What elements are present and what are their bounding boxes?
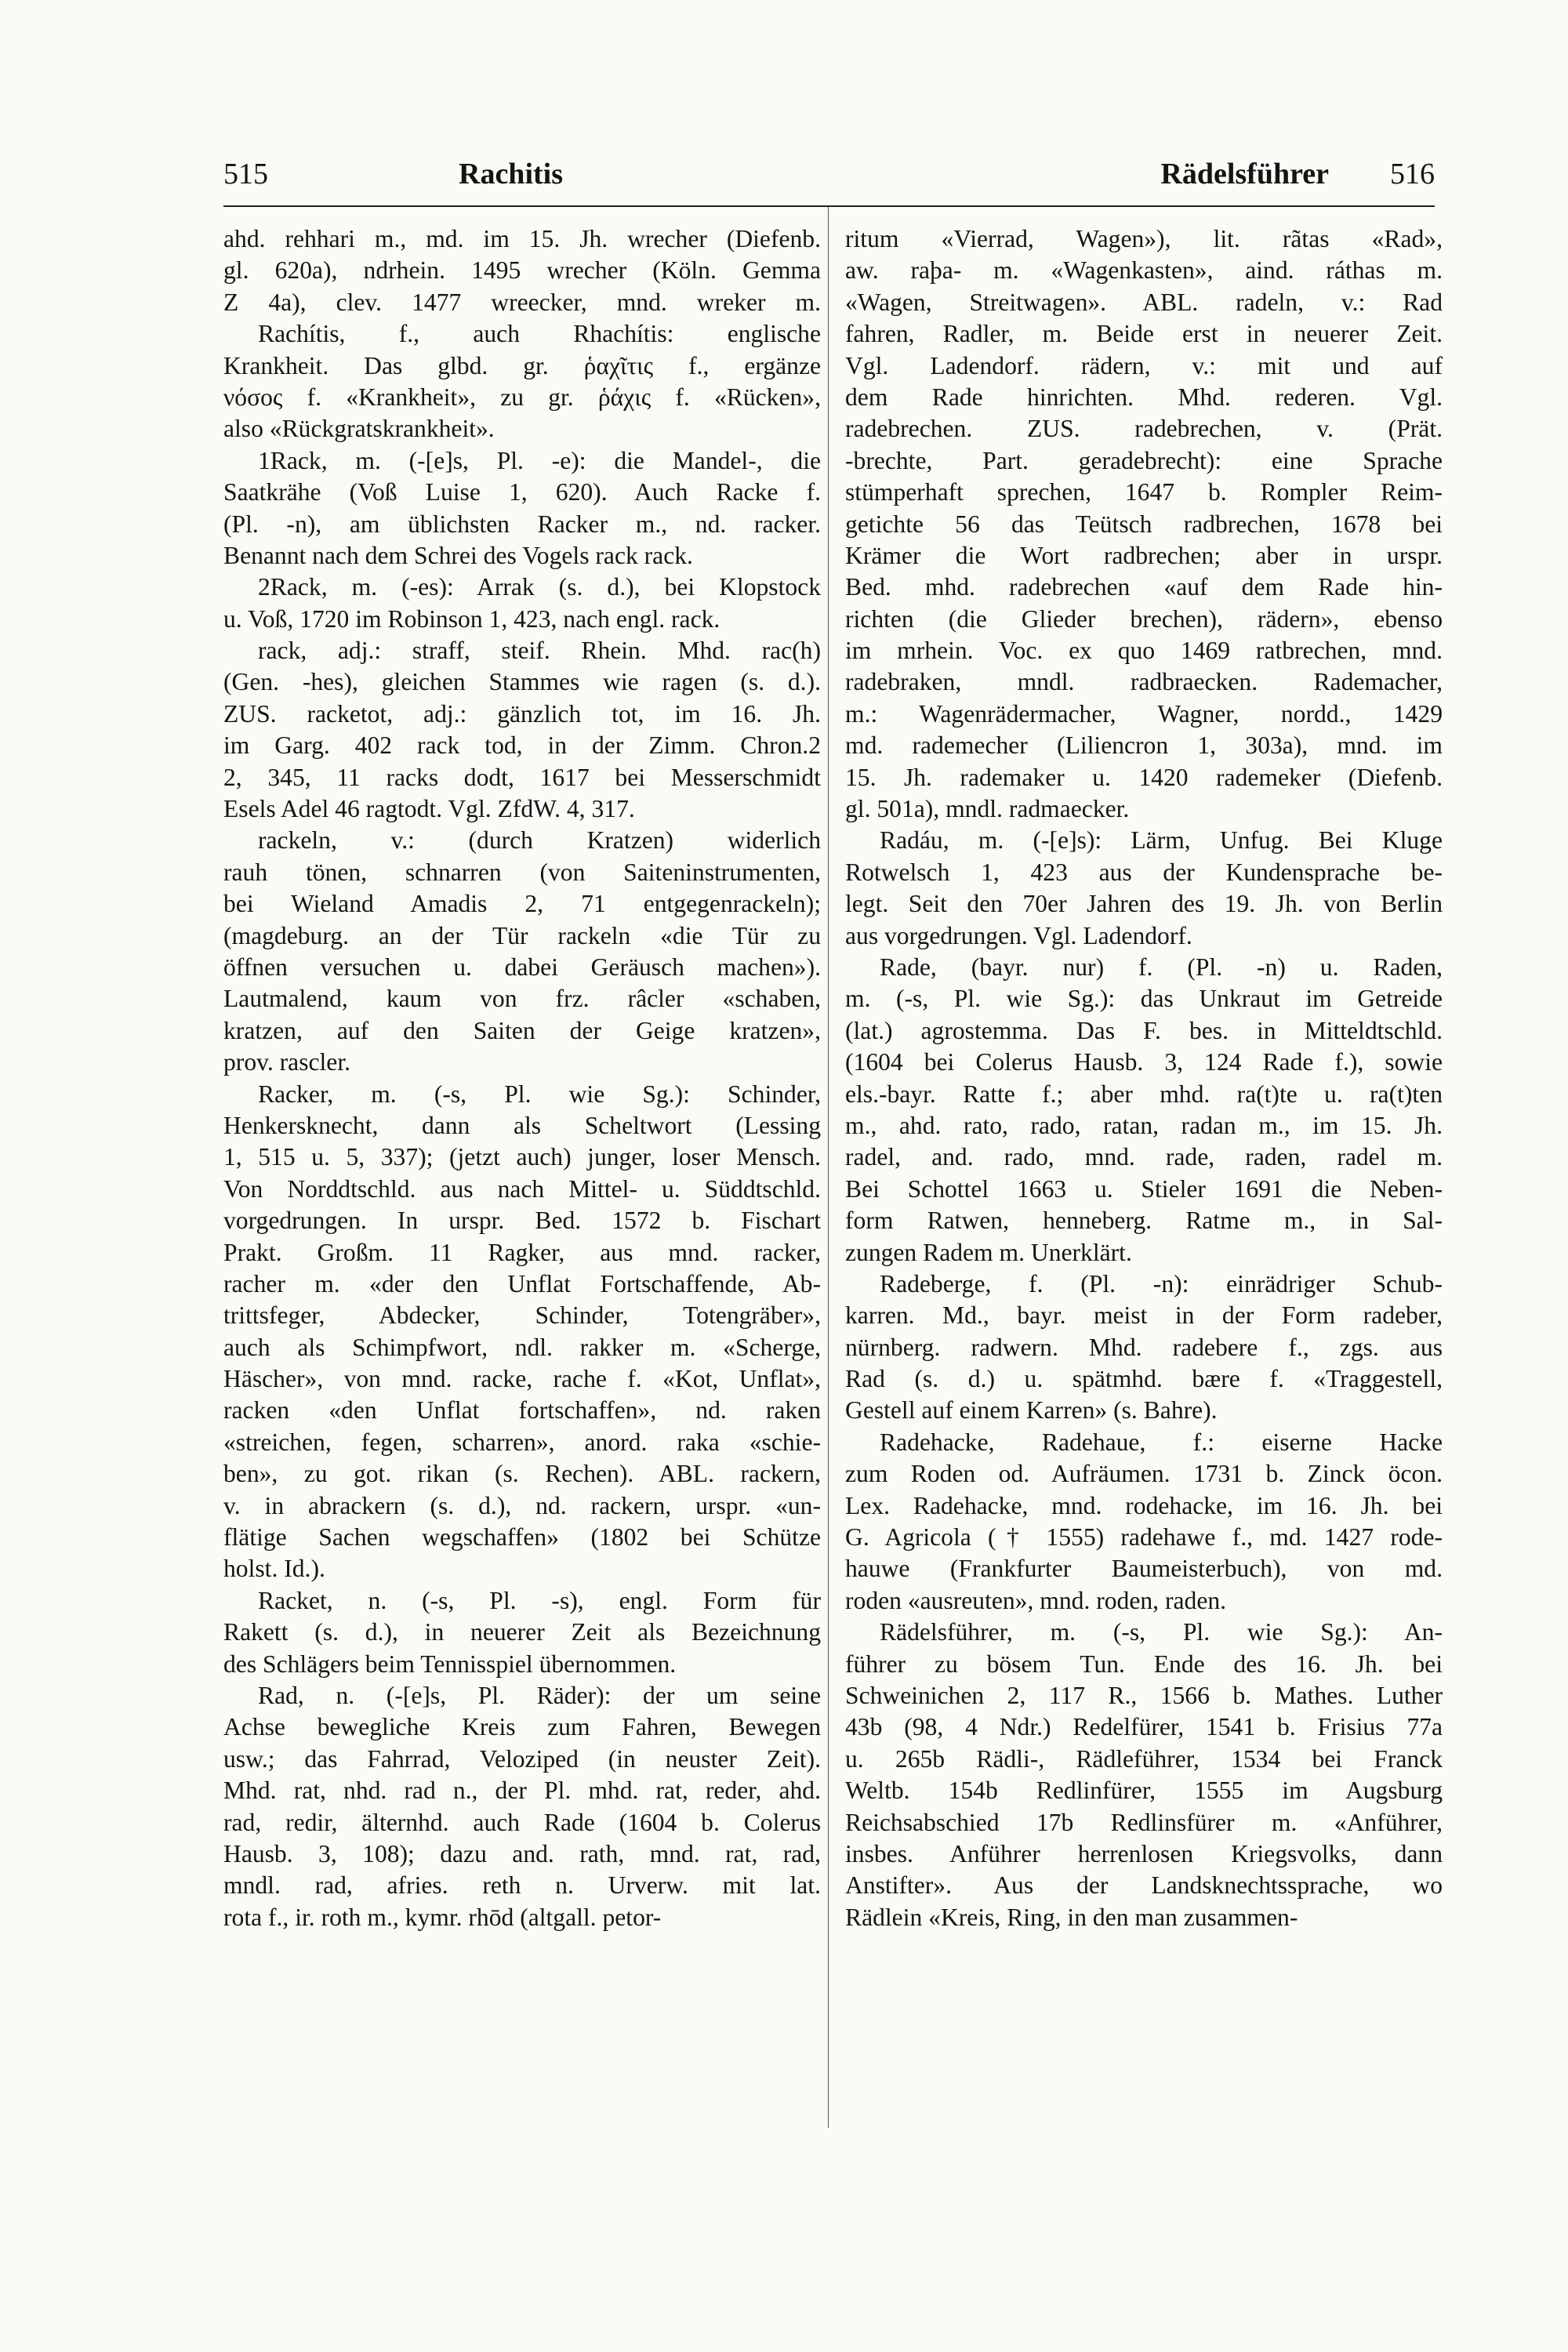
left-column-line: Krankheit. Das glbd. gr. ῥαχῖτις f., ergänze — [223, 351, 821, 379]
right-column-line: Bed. mhd. radebrechen «auf dem Rade hin- — [845, 573, 1443, 601]
left-column-line: Häscher», von mnd. racke, rache f. «Kot, Unflat», — [223, 1365, 821, 1393]
left-column-line: prov. rascler. — [223, 1048, 350, 1076]
right-column-line: -brechte, Part. geradebrecht): eine Sprache — [845, 446, 1443, 474]
left-column-line: Prakt. Großm. 11 Ragker, aus mnd. racker, — [223, 1238, 821, 1266]
right-column-line: Bei Schottel 1663 u. Stieler 1691 die Neben- — [845, 1174, 1443, 1203]
left-column-line: rack, adj.: straff, steif. Rhein. Mhd. rac(h) — [258, 637, 821, 665]
right-column-line: Reichsabschied 17b Redlinsfürer m. «Anführer, — [845, 1808, 1443, 1836]
right-column-line: 43b (98, 4 Ndr.) Redelfürer, 1541 b. Frisius 77a — [845, 1713, 1443, 1741]
left-column-line: kratzen, auf den Saiten der Geige kratzen», — [223, 1016, 821, 1044]
left-column-line: (Gen. -hes), gleichen Stammes wie ragen (s. d.). — [223, 668, 821, 696]
right-column-line: Anstifter». Aus der Landsknechtssprache, wo — [845, 1871, 1443, 1900]
right-column-line: els.-bayr. Ratte f.; aber mhd. ra(t)te u. ra(t)ten — [845, 1080, 1443, 1108]
left-column-line: Lautmalend, kaum von frz. râcler «schaben, — [223, 985, 821, 1013]
left-column-line: «streichen, fegen, scharren», anord. raka «schie- — [223, 1428, 821, 1456]
right-column-line: Rotwelsch 1, 423 aus der Kundensprache be- — [845, 858, 1443, 886]
left-column — [223, 223, 821, 1933]
left-column-line: Achse bewegliche Kreis zum Fahren, Bewegen — [223, 1713, 821, 1741]
left-column-line: Rakett (s. d.), in neuerer Zeit als Bezeichnung — [223, 1618, 821, 1646]
right-column-line: roden «ausreuten», mnd. roden, raden. — [845, 1586, 1227, 1614]
left-column-line: Esels Adel 46 ragtodt. Vgl. ZfdW. 4, 317. — [223, 795, 635, 823]
left-column-line: (magdeburg. an der Tür rackeln «die Tür zu — [223, 921, 821, 949]
right-column-line: (1604 bei Colerus Hausb. 3, 124 Rade f.), sowie — [845, 1048, 1443, 1076]
left-column-line: Racker, m. (-s, Pl. wie Sg.): Schinder, — [258, 1080, 821, 1108]
right-column-line: Radáu, m. (-[e]s): Lärm, Unfug. Bei Kluge — [880, 826, 1443, 855]
left-column-line: im Garg. 402 rack tod, in der Zimm. Chron.2 — [223, 731, 821, 760]
left-column-line: des Schlägers beim Tennisspiel übernommen. — [223, 1650, 677, 1678]
left-column-line: Von Norddtschld. aus nach Mittel- u. Süddtschld. — [223, 1174, 821, 1203]
left-column-line: usw.; das Fahrrad, Veloziped (in neuster Zeit). — [223, 1744, 821, 1773]
left-column-line: holst. Id.). — [223, 1555, 325, 1583]
running-header — [223, 157, 1435, 198]
right-column-line: legt. Seit den 70er Jahren des 19. Jh. von Berlin — [845, 890, 1443, 918]
right-column-line: 15. Jh. rademaker u. 1420 rademeker (Diefenb. — [845, 763, 1443, 791]
right-column-line: karren. Md., bayr. meist in der Form radeber, — [845, 1301, 1443, 1330]
right-column-line: Radeberge, f. (Pl. -n): einrädriger Schub- — [880, 1269, 1443, 1298]
right-column-line: ritum «Vierrad, Wagen»), lit. rãtas «Rad», — [845, 225, 1443, 252]
right-column-line: md. rademecher (Liliencron 1, 303a), mnd. im — [845, 731, 1443, 760]
left-column-line: öffnen versuchen u. dabei Geräusch machen»). — [223, 953, 821, 981]
left-column-line: rackeln, v.: (durch Kratzen) widerlich — [258, 826, 821, 855]
right-column-line: radel, and. rado, mnd. rade, raden, radel m. — [845, 1143, 1443, 1171]
right-column-line: Vgl. Ladendorf. rädern, v.: mit und auf — [845, 351, 1443, 379]
left-column-line: rota f., ir. roth m., kymr. rhōd (altgall. petor- — [223, 1903, 662, 1931]
right-column-line: hauwe (Frankfurter Baumeisterbuch), von md. — [845, 1555, 1443, 1583]
left-column-line: racken «den Unflat fortschaffen», nd. raken — [223, 1396, 821, 1425]
right-column-line: fahren, Radler, m. Beide erst in neuerer Zeit. — [845, 320, 1443, 348]
right-column — [845, 223, 1443, 1933]
left-column-line: (Pl. -n), am üblichsten Racker m., nd. racker. — [223, 510, 821, 538]
left-column-line: rad, redir, älternhd. auch Rade (1604 b. Colerus — [223, 1808, 821, 1836]
left-column-line: rauh tönen, schnarren (von Saiteninstrumenten, — [223, 858, 821, 886]
right-column-line: aw. raþa- m. «Wagenkasten», aind. ráthas m. — [845, 256, 1443, 285]
left-column-line: racher m. «der den Unflat Fortschaffende, Ab- — [223, 1269, 821, 1298]
right-column-line: dem Rade hinrichten. Mhd. rederen. Vgl. — [845, 383, 1443, 411]
left-column-line: Hausb. 3, 108); dazu and. rath, mnd. rat, rad, — [223, 1839, 821, 1867]
right-column-line: m. (-s, Pl. wie Sg.): das Unkraut im Getreide — [845, 985, 1443, 1013]
left-column-line: Z 4a), clev. 1477 wreecker, mnd. wreker m. — [223, 288, 821, 316]
right-column-line: richten (die Glieder brechen), rädern», ebenso — [845, 604, 1443, 633]
right-column-line: aus vorgedrungen. Vgl. Ladendorf. — [845, 921, 1192, 949]
right-column-line: im mrhein. Voc. ex quo 1469 ratbrechen, mnd. — [845, 637, 1443, 665]
header-title-left: Rachitis — [459, 158, 563, 191]
right-column-line: radebraken, mndl. radbraecken. Rademacher, — [845, 668, 1443, 696]
header-rule — [223, 205, 1435, 207]
right-column-line: u. 265b Rädli-, Rädleführer, 1534 bei Franck — [845, 1744, 1443, 1773]
right-column-line: zum Roden od. Aufräumen. 1731 b. Zinck öcon. — [845, 1460, 1443, 1488]
right-column-line: Weltb. 154b Redlinfürer, 1555 im Augsburg — [845, 1777, 1443, 1805]
right-column-line: insbes. Anführer herrenlosen Kriegsvolks, dann — [845, 1839, 1443, 1867]
left-column-line: Mhd. rat, nhd. rad n., der Pl. mhd. rat, reder, ahd. — [223, 1777, 821, 1805]
page-number-right: 516 — [1390, 158, 1435, 191]
right-column-line: G. Agricola († 1555) radehawe f., md. 1427 rode- — [845, 1523, 1443, 1552]
right-column-line: form Ratwen, henneberg. Ratme m., in Sal- — [845, 1207, 1443, 1235]
left-column-line: Saatkrähe (Voß Luise 1, 620). Auch Racke f. — [223, 478, 821, 506]
left-column-line: u. Voß, 1720 im Robinson 1, 423, nach engl. rack. — [223, 604, 720, 633]
right-column-line: Gestell auf einem Karren» (s. Bahre). — [845, 1396, 1218, 1425]
left-column-line: Racket, n. (-s, Pl. -s), engl. Form für — [258, 1586, 821, 1614]
right-column-line: Krämer die Wort radbrechen; aber in urspr. — [845, 541, 1443, 569]
left-column-line: flätige Sachen wegschaffen» (1802 bei Schütze — [223, 1523, 821, 1552]
right-column-line: Schweinichen 2, 117 R., 1566 b. Mathes. Luther — [845, 1681, 1443, 1709]
left-column-line: ZUS. racketot, adj.: gänzlich tot, im 16. Jh. — [223, 699, 821, 728]
right-column-line: getichte 56 das Teütsch radbrechen, 1678 bei — [845, 510, 1443, 538]
right-column-line: Rädlein «Kreis, Ring, in den man zusammen- — [845, 1903, 1298, 1931]
left-column-line: v. in abrackern (s. d.), nd. rackern, urspr. «un- — [223, 1491, 821, 1519]
page-number-left: 515 — [223, 158, 268, 191]
right-column-line: radebrechen. ZUS. radebrechen, v. (Prät. — [845, 415, 1443, 443]
left-column-line: gl. 620a), ndrhein. 1495 wrecher (Köln. Gemma — [223, 256, 821, 285]
right-column-line: führer zu bösem Tun. Ende des 16. Jh. bei — [845, 1650, 1443, 1678]
left-column-line: 1, 515 u. 5, 337); (jetzt auch) junger, loser Mensch. — [223, 1143, 821, 1171]
right-column-line: stümperhaft sprechen, 1647 b. Rompler Reim- — [845, 478, 1443, 506]
right-column-line: m., ahd. rato, rado, ratan, radan m., im 15. Jh. — [845, 1111, 1443, 1139]
right-column-line: Radehacke, Radehaue, f.: eiserne Hacke — [880, 1428, 1443, 1456]
right-column-line: Rade, (bayr. nur) f. (Pl. -n) u. Raden, — [880, 953, 1443, 981]
left-column-line: Rachítis, f., auch Rhachítis: englische — [258, 320, 821, 348]
left-column-line: bei Wieland Amadis 2, 71 entgegenrackeln); — [223, 890, 821, 918]
left-column-line: vorgedrungen. In urspr. Bed. 1572 b. Fischart — [223, 1207, 821, 1235]
right-column-line: zungen Radem m. Unerklärt. — [845, 1238, 1132, 1266]
right-column-line: m.: Wagenrädermacher, Wagner, nordd., 1429 — [845, 699, 1443, 728]
right-column-line: «Wagen, Streitwagen». ABL. radeln, v.: Rad — [845, 288, 1443, 316]
header-title-right: Rädelsführer — [1160, 158, 1329, 191]
left-column-line: Benannt nach dem Schrei des Vogels rack rack. — [223, 541, 693, 569]
column-divider — [828, 207, 829, 2128]
left-column-line: auch als Schimpfwort, ndl. rakker m. «Scherge, — [223, 1333, 821, 1361]
right-column-line: (lat.) agrostemma. Das F. bes. in Mitteldtschld. — [845, 1016, 1443, 1044]
right-column-line: gl. 501a), mndl. radmaecker. — [845, 795, 1130, 823]
left-column-line: ahd. rehhari m., md. im 15. Jh. wrecher (Diefenb. — [223, 225, 821, 252]
left-column-line: also «Rückgratskrankheit». — [223, 415, 495, 443]
left-column-line: 2Rack, m. (-es): Arrak (s. d.), bei Klopstock — [258, 573, 821, 601]
left-column-line: trittsfeger, Abdecker, Schinder, Totengräber», — [223, 1301, 821, 1330]
left-column-line: ben», zu got. rikan (s. Rechen). ABL. rackern, — [223, 1460, 821, 1488]
left-column-line: νόσος f. «Krankheit», zu gr. ῥάχις f. «Rücken», — [223, 383, 821, 411]
left-column-line: Henkersknecht, dann als Scheltwort (Lessing — [223, 1111, 821, 1139]
right-column-line: Lex. Radehacke, mnd. rodehacke, im 16. Jh. bei — [845, 1491, 1443, 1519]
right-column-line: Rädelsführer, m. (-s, Pl. wie Sg.): An- — [880, 1618, 1443, 1646]
right-column-line: Rad (s. d.) u. spätmhd. bære f. «Traggestell, — [845, 1365, 1443, 1393]
left-column-line: 1Rack, m. (-[e]s, Pl. -e): die Mandel-, die — [258, 446, 821, 474]
left-column-line: Rad, n. (-[e]s, Pl. Räder): der um seine — [258, 1681, 821, 1709]
left-column-line: mndl. rad, afries. reth n. Urverw. mit lat. — [223, 1871, 821, 1900]
right-column-line: nürnberg. radwern. Mhd. radebere f., zgs. aus — [845, 1333, 1443, 1361]
left-column-line: 2, 345, 11 racks dodt, 1617 bei Messerschmidt — [223, 763, 821, 791]
